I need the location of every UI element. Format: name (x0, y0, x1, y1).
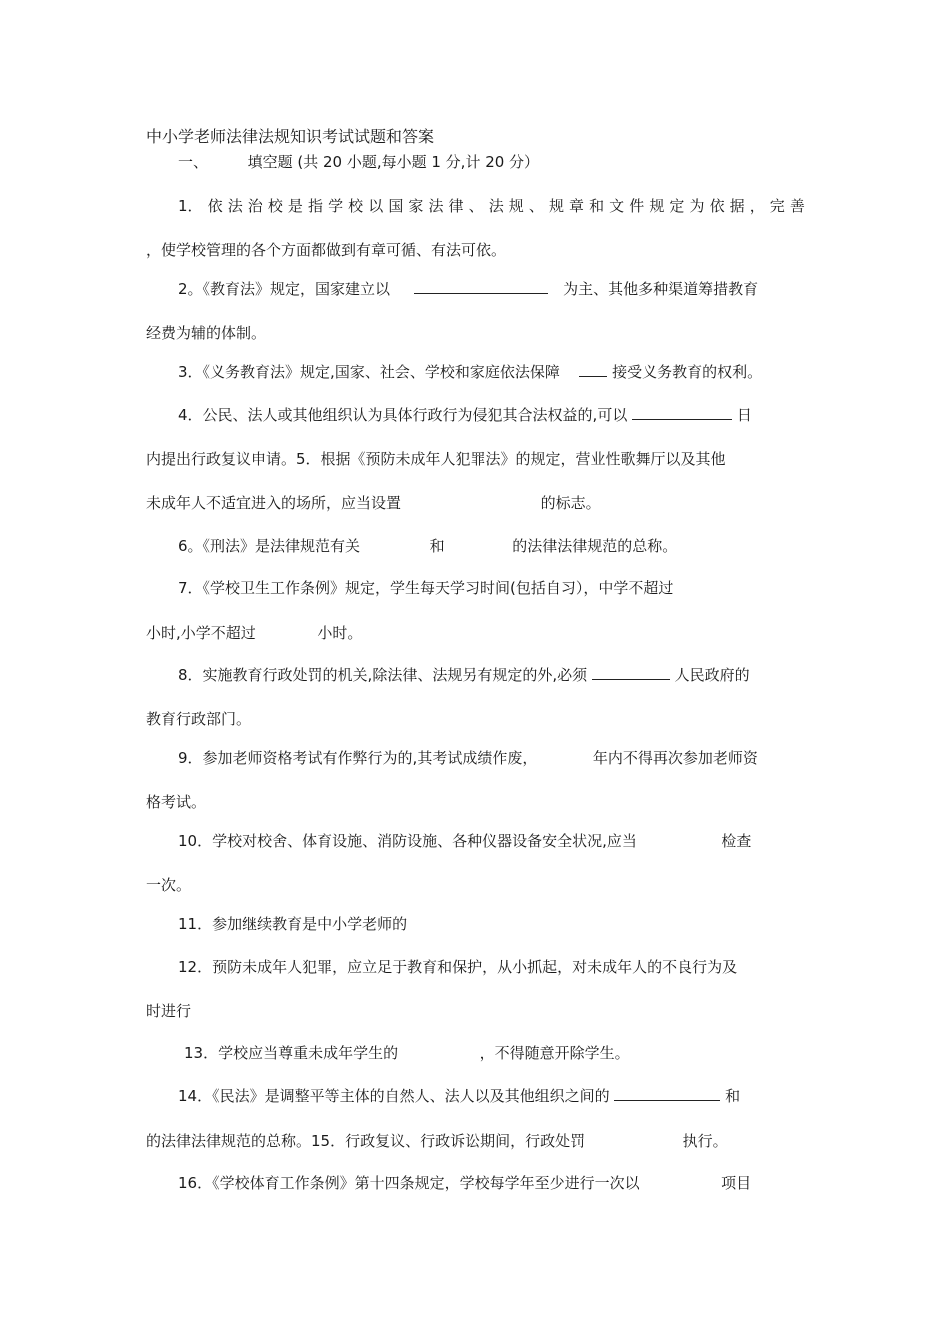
question-2-text-a: 2。《教育法》规定，国家建立以 (178, 280, 391, 298)
question-1-char: 和 (589, 197, 605, 215)
question-10-line-2: 一次。 (146, 876, 192, 894)
question-1-char: ， (749, 197, 765, 215)
question-2-text-b: 为主、其他多种渠道筹措教育 (563, 280, 759, 298)
question-4-text-a: 4．公民、法人或其他组织认为具体行政行为侵犯其合法权益的,可以 (178, 406, 628, 424)
question-1-char: 家 (408, 197, 424, 215)
question-4-text-b: 日 (736, 406, 752, 424)
question-16-text-a: 16．《学校体育工作条例》第十四条规定，学校每学年至少进行一次以 (178, 1174, 640, 1192)
question-1-char: 1． (178, 197, 203, 215)
question-2-line-1 (178, 279, 758, 299)
question-6-line-1 (178, 536, 677, 556)
question-1-char: 法 (227, 197, 243, 215)
question-1-char: 以 (368, 197, 384, 215)
answer-blank (592, 665, 670, 680)
question-1-char: 文 (609, 197, 625, 215)
question-1-char: 、 (528, 197, 544, 215)
question-7-line-2 (146, 623, 362, 643)
question-2-line-2: 经费为辅的体制。 (146, 324, 267, 342)
question-1-char: 件 (629, 197, 645, 215)
question-1-char: 法 (428, 197, 444, 215)
question-1-char: 定 (669, 197, 685, 215)
question-6-text-c: 的法律法律规范的总称。 (512, 537, 678, 555)
question-1-char: 善 (789, 197, 805, 215)
question-1-char: 国 (388, 197, 404, 215)
question-10-text-a: 10．学校对校舍、体育设施、消防设施、各种仪器设备安全状况,应当 (178, 832, 637, 850)
question-10-text-b: 检查 (721, 832, 752, 850)
question-10-line-1 (178, 831, 751, 851)
question-15-line-1 (146, 1131, 728, 1151)
question-9-line-2: 格考试。 (146, 793, 207, 811)
question-13-line-1 (184, 1043, 630, 1063)
question-8-text-b: 人民政府的 (674, 666, 750, 684)
question-1-line-2: ，使学校管理的各个方面都做到有章可循、有法可依。 (146, 241, 507, 259)
question-4-line-2: 内提出行政复议申请。5．根据《预防未成年人犯罪法》的规定，营业性歌舞厅以及其他 (146, 450, 726, 468)
question-16-text-b: 项目 (721, 1174, 752, 1192)
question-12-line-2: 时进行 (146, 1002, 192, 1020)
answer-blank (614, 1086, 720, 1101)
question-9-line-1 (178, 748, 758, 768)
question-6-text-b: 和 (429, 537, 445, 555)
question-3-text-b: 接受义务教育的权利。 (612, 363, 763, 381)
question-15-text-b: 执行。 (682, 1132, 728, 1150)
question-1-char: 规 (649, 197, 665, 215)
question-1-char: 章 (569, 197, 585, 215)
page-title: 中小学老师法律法规知识考试试题和答案 (146, 127, 435, 146)
question-1-char: 为 (689, 197, 705, 215)
question-5-text-b: 的标志。 (540, 494, 601, 512)
question-1-char: 指 (308, 197, 324, 215)
question-1-char: 、 (468, 197, 484, 215)
question-12-line-1: 12．预防未成年人犯罪，应立足于教育和保护，从小抓起，对未成年人的不良行为及 (178, 958, 738, 976)
question-1-char: 校 (348, 197, 364, 215)
question-8-line-1 (178, 665, 750, 685)
question-13-text-a: 13．学校应当尊重未成年学生的 (184, 1044, 399, 1062)
section-heading (178, 152, 539, 172)
question-8-text-a: 8．实施教育行政处罚的机关,除法律、法规另有规定的外,必须 (178, 666, 588, 684)
question-1-char: 完 (769, 197, 785, 215)
question-4-line-1 (178, 405, 752, 425)
question-1-char: 校 (267, 197, 283, 215)
question-1-char: 学 (328, 197, 344, 215)
question-1-char: 规 (508, 197, 524, 215)
question-15-text-a: 的法律法律规范的总称。15．行政复议、行政诉讼期间，行政处罚 (146, 1132, 586, 1150)
answer-blank (632, 405, 732, 420)
question-14-text-a: 14．《民法》是调整平等主体的自然人、法人以及其他组织之间的 (178, 1087, 610, 1105)
answer-blank (414, 279, 548, 294)
question-11-line-1: 11．参加继续教育是中小学老师的 (178, 915, 408, 933)
question-1-char: 据 (729, 197, 745, 215)
question-3-line-1 (178, 362, 762, 382)
question-14-text-b: 和 (725, 1087, 741, 1105)
section-text: 填空题 (共 20 小题,每小题 1 分,计 20 分） (247, 153, 540, 171)
answer-blank (579, 362, 607, 377)
question-1-char: 依 (709, 197, 725, 215)
question-5-text-a: 未成年人不适宜进入的场所，应当设置 (146, 494, 402, 512)
question-1-char: 律 (448, 197, 464, 215)
question-1-char: 依 (207, 197, 223, 215)
question-1-line-1 (178, 196, 805, 216)
question-14-line-1 (178, 1086, 740, 1106)
section-number: 一、 (178, 153, 209, 171)
question-13-text-b: ，不得随意开除学生。 (479, 1044, 630, 1062)
question-9-text-a: 9．参加老师资格考试有作弊行为的,其考试成绩作废， (178, 749, 538, 767)
question-7-text-c: 小时。 (317, 624, 363, 642)
question-7-text-b: 小时,小学不超过 (146, 624, 256, 642)
question-1-char: 治 (247, 197, 263, 215)
question-8-line-2: 教育行政部门。 (146, 710, 252, 728)
question-3-text-a: 3．《义务教育法》规定,国家、社会、学校和家庭依法保障 (178, 363, 560, 381)
question-16-line-1 (178, 1173, 751, 1193)
question-1-char: 是 (287, 197, 303, 215)
question-1-char: 法 (488, 197, 504, 215)
question-9-text-b: 年内不得再次参加老师资 (592, 749, 758, 767)
question-1-char: 规 (548, 197, 564, 215)
question-5-line-1 (146, 493, 601, 513)
question-6-text-a: 6。《刑法》是法律规范有关 (178, 537, 361, 555)
question-7-line-1: 7．《学校卫生工作条例》规定，学生每天学习时间(包括自习），中学不超过 (178, 579, 674, 597)
